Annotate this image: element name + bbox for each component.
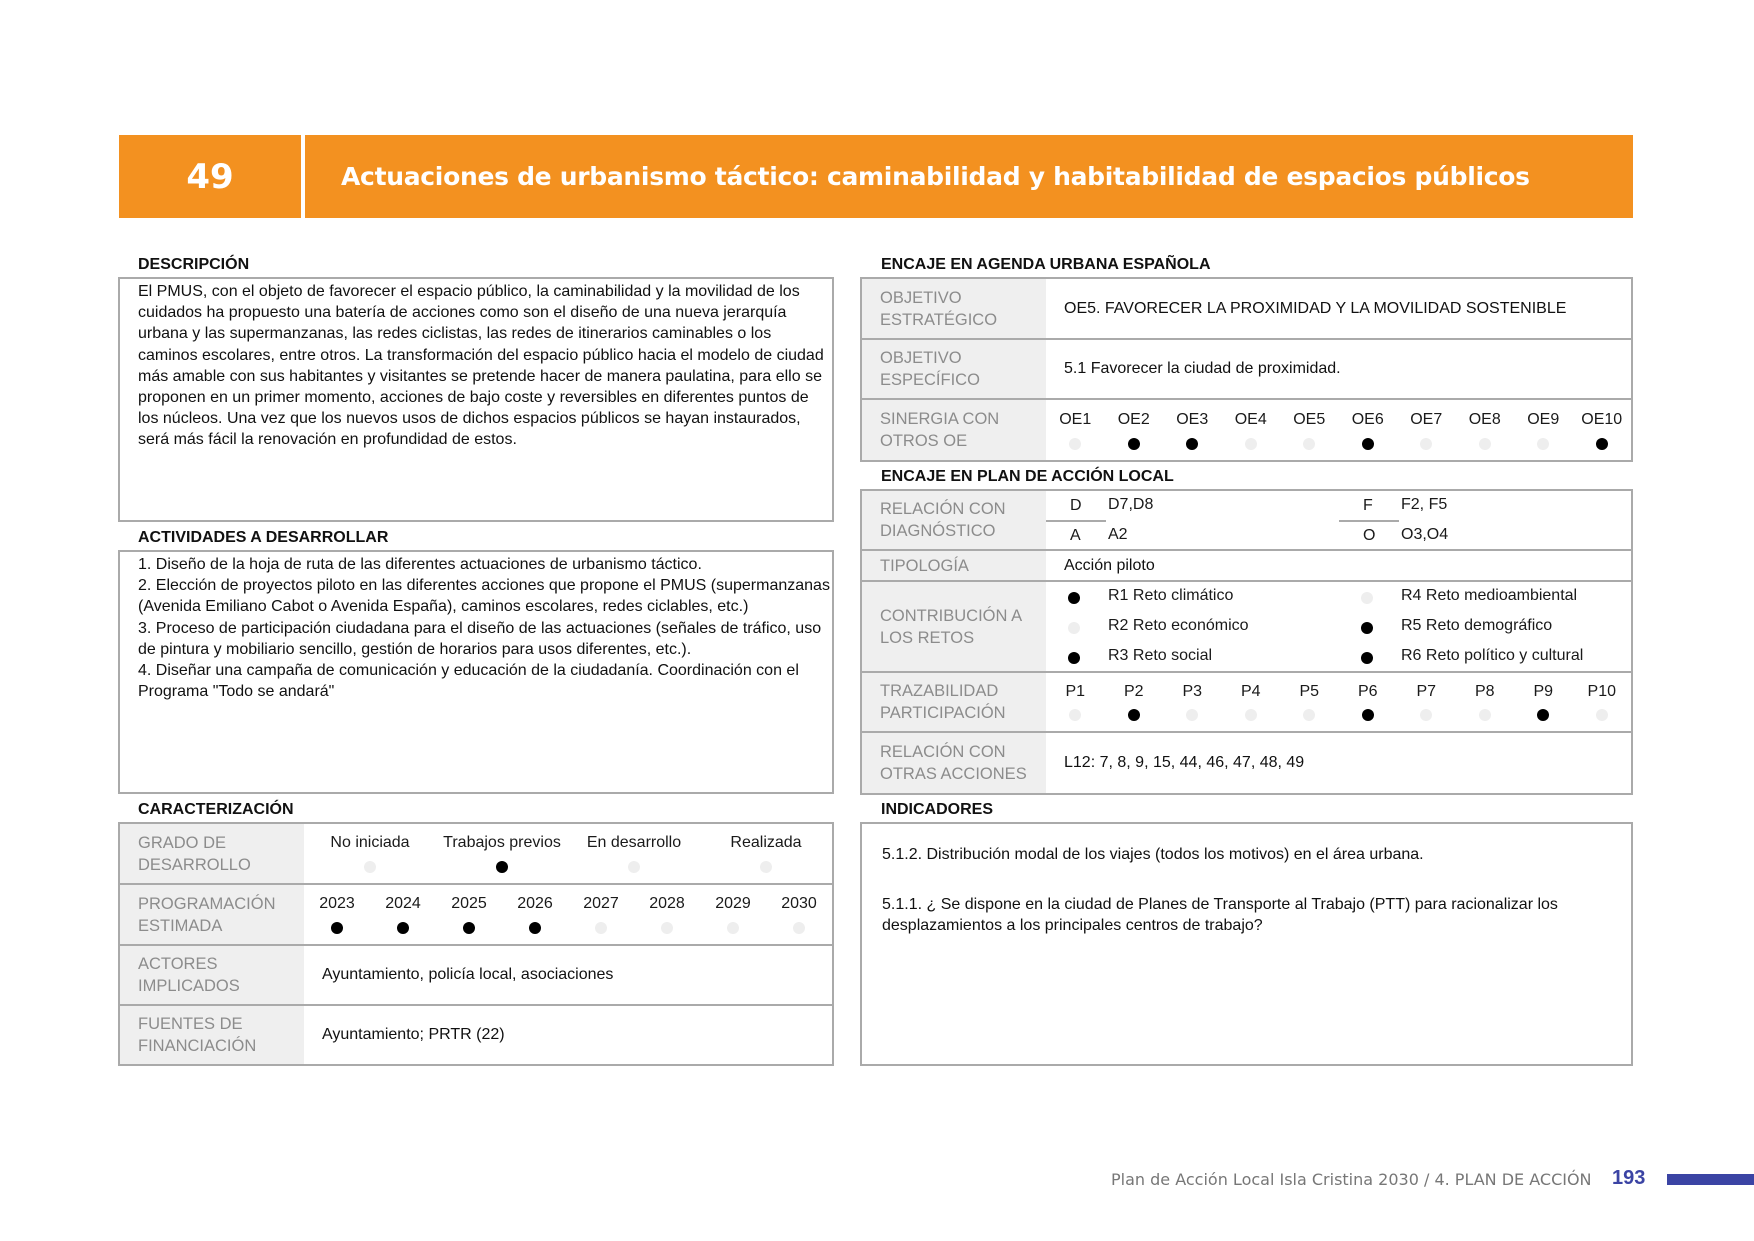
year-dot [793, 922, 805, 934]
year-dot [529, 922, 541, 934]
p-dot [1186, 709, 1198, 721]
indicador-item: 5.1.1. ¿ Se dispone en la ciudad de Planes de Transporte al Trabajo (PTT) para racionalizar los desplazamientos a los principales centros de trabajo? [882, 896, 1558, 935]
year-label: 2023 [319, 895, 355, 913]
year-label: 2027 [583, 895, 619, 913]
grado-row [120, 824, 832, 885]
p-label: P8 [1474, 683, 1495, 700]
programacion-years [304, 885, 832, 944]
actividades-box [118, 550, 834, 794]
plan-local-table [860, 489, 1633, 795]
dafo-key-d: D [1070, 497, 1082, 514]
p-dot [1069, 709, 1081, 721]
reto-label: R2 Reto económico [1108, 617, 1249, 634]
indicador-item: 5.1.2. Distribución modal de los viajes (todos los motivos) en el área urbana. [882, 846, 1424, 863]
dafo-value-o: O3,O4 [1401, 526, 1449, 543]
oe-dot [1420, 438, 1432, 450]
tipologia-value: Acción piloto [1064, 556, 1155, 574]
oe-label: OE6 [1351, 410, 1384, 428]
year-label: 2026 [517, 895, 553, 913]
p-label: P10 [1587, 683, 1616, 700]
otras-acciones-label: RELACIÓN CON OTRAS ACCIONES [862, 733, 1046, 793]
reto-dot [1068, 622, 1080, 634]
agenda-title: ENCAJE EN AGENDA URBANA ESPAÑOLA [881, 256, 1211, 273]
oe-dot [1479, 438, 1491, 450]
sinergia-label: SINERGIA CON OTROS OE [862, 400, 1046, 460]
dafo-key-f: F [1363, 497, 1373, 514]
actividad-item: 1. Diseño de la hoja de ruta de las diferentes actuaciones de urbanismo táctico. [138, 556, 702, 573]
page-number: 193 [1612, 1167, 1646, 1189]
diagnostico-row [862, 491, 1631, 551]
descripcion-title: DESCRIPCIÓN [138, 256, 250, 273]
sinergia-row [862, 400, 1631, 460]
actividad-item: 3. Proceso de participación ciudadana para el diseño de las actuaciones (señales de tráfico, uso de pintura y mobiliario sencillo, gestión de horarios para usos diferentes, etc.). [138, 619, 822, 658]
action-number: 49 [119, 135, 301, 218]
oe-dot [1362, 438, 1374, 450]
dafo-key-o: O [1363, 527, 1376, 544]
reto-dot [1361, 622, 1373, 634]
grado-label: GRADO DE DESARROLLO [120, 824, 304, 883]
descripcion-text: El PMUS, con el objeto de favorecer el espacio público, la caminabilidad y la movilidad de los cuidados ha propuesto una batería de acciones como son el diseño de una nueva jerarquía urbana y las supermanzanas, las redes ciclistas, las redes de itinerarios caminables o los caminos escolares, entre otros. La transformación del espacio público hacia el modelo de ciudad más amable con sus habitantes y visitantes se pretende hacer de manera paulatina, para ello se proponen en un primer momento, acciones de bajo coste y reversibles en diferentes puntos de los núcleos. Una vez que los nuevos usos de dichos espacios públicos se hayan instaurados, será más fácil la renovación en profundidad de estos. [138, 283, 824, 449]
reto-dot [1361, 652, 1373, 664]
grado-option-label: Trabajos previos [443, 834, 561, 852]
grado-option-label: No iniciada [330, 834, 410, 852]
actividades-title: ACTIVIDADES A DESARROLLAR [138, 529, 389, 546]
p-label: P4 [1240, 683, 1261, 700]
year-label: 2024 [385, 895, 421, 913]
reto-label: R3 Reto social [1108, 647, 1213, 664]
oe-label: OE3 [1176, 410, 1209, 428]
p-dot [1362, 709, 1374, 721]
p-dot [1596, 709, 1608, 721]
fuentes-row [120, 1006, 832, 1064]
caracterizacion-title: CARACTERIZACIÓN [138, 801, 294, 818]
dafo-value-f: F2, F5 [1401, 496, 1448, 513]
dafo-value-a: A2 [1108, 526, 1128, 543]
tipologia-label: TIPOLOGÍA [862, 551, 1046, 580]
objetivo-estrategico-value: OE5. FAVORECER LA PROXIMIDAD Y LA MOVILIDAD SOSTENIBLE [1064, 299, 1567, 317]
oe-dot [1537, 438, 1549, 450]
actores-label: ACTORES IMPLICADOS [120, 946, 304, 1004]
reto-label: R1 Reto climático [1108, 587, 1234, 604]
trazabilidad-label: TRAZABILIDAD PARTICIPACIÓN [862, 673, 1046, 731]
objetivo-especifico-label: OBJETIVO ESPECÍFICO [862, 340, 1046, 398]
status-dot [628, 861, 640, 873]
objetivo-especifico-value: 5.1 Favorecer la ciudad de proximidad. [1064, 360, 1341, 377]
dafo-divider [1339, 520, 1399, 522]
fuentes-value: Ayuntamiento; PRTR (22) [322, 1026, 505, 1043]
sinergia-items [1046, 400, 1631, 460]
objetivo-estrategico-label: OBJETIVO ESTRATÉGICO [862, 279, 1046, 338]
oe-label: OE5 [1293, 410, 1326, 428]
objetivo-especifico-row [862, 340, 1631, 400]
oe-label: OE8 [1468, 410, 1501, 428]
programacion-row [120, 885, 832, 946]
diagnostico-label: RELACIÓN CON DIAGNÓSTICO [862, 491, 1046, 549]
objetivo-estrategico-row [862, 279, 1631, 340]
oe-dot [1186, 438, 1198, 450]
grado-option-label: En desarrollo [586, 834, 682, 852]
fuentes-label: FUENTES DE FINANCIACIÓN [120, 1006, 304, 1064]
programacion-label: PROGRAMACIÓN ESTIMADA [120, 885, 304, 944]
year-dot [727, 922, 739, 934]
reto-label: R4 Reto medioambiental [1401, 587, 1578, 604]
year-label: 2028 [649, 895, 685, 913]
oe-dot [1128, 438, 1140, 450]
oe-dot [1245, 438, 1257, 450]
action-title: Actuaciones de urbanismo táctico: caminabilidad y habitabilidad de espacios públicos [305, 135, 1633, 218]
p-dot [1128, 709, 1140, 721]
year-dot [397, 922, 409, 934]
indicadores-box [860, 822, 1633, 1066]
p-label: P9 [1533, 683, 1554, 700]
otras-acciones-row [862, 733, 1631, 793]
p-dot [1479, 709, 1491, 721]
actividad-item: 2. Elección de proyectos piloto en las diferentes acciones que propone el PMUS (supermanzanas (Avenida Emiliano Cabot o Avenida España), caminos escolares, redes ciclables, etc.) [138, 577, 830, 616]
plan-local-title: ENCAJE EN PLAN DE ACCIÓN LOCAL [881, 468, 1174, 485]
year-dot [595, 922, 607, 934]
grado-option-label: Realizada [730, 834, 802, 852]
year-label: 2030 [781, 895, 817, 913]
oe-dot [1596, 438, 1608, 450]
status-dot [364, 861, 376, 873]
oe-label: OE10 [1581, 410, 1623, 428]
reto-dot [1068, 592, 1080, 604]
oe-label: OE4 [1234, 410, 1267, 428]
retos-label: CONTRIBUCIÓN A LOS RETOS [862, 582, 1046, 671]
tipologia-row [862, 551, 1631, 582]
status-dot [496, 861, 508, 873]
oe-label: OE7 [1410, 410, 1443, 428]
retos-row [862, 582, 1631, 673]
p-label: P1 [1065, 683, 1086, 700]
year-dot [331, 922, 343, 934]
reto-label: R6 Reto político y cultural [1401, 647, 1584, 664]
year-label: 2025 [451, 895, 487, 913]
p-label: P5 [1299, 683, 1320, 700]
reto-dot [1361, 592, 1373, 604]
oe-dot [1303, 438, 1315, 450]
p-label: P6 [1357, 683, 1378, 700]
oe-label: OE9 [1527, 410, 1560, 428]
actores-value: Ayuntamiento, policía local, asociaciones [322, 966, 614, 983]
year-label: 2029 [715, 895, 751, 913]
dafo-value-d: D7,D8 [1108, 496, 1154, 513]
status-dot [760, 861, 772, 873]
retos-values [1046, 582, 1631, 671]
p-dot [1420, 709, 1432, 721]
reto-label: R5 Reto demográfico [1401, 617, 1553, 634]
p-dot [1303, 709, 1315, 721]
descripcion-box [118, 277, 834, 522]
actores-row [120, 946, 832, 1006]
oe-dot [1069, 438, 1081, 450]
actividad-item: 4. Diseñar una campaña de comunicación y educación de la ciudadanía. Coordinación con el Programa "Todo se andará" [138, 662, 799, 701]
diagnostico-values [1046, 491, 1631, 549]
indicadores-title: INDICADORES [881, 801, 994, 818]
p-label: P2 [1123, 683, 1144, 700]
year-dot [661, 922, 673, 934]
p-label: P7 [1416, 683, 1437, 700]
oe-label: OE2 [1117, 410, 1150, 428]
footer-bar [1667, 1174, 1754, 1185]
trazabilidad-items [1046, 673, 1631, 731]
p-dot [1245, 709, 1257, 721]
oe-label: OE1 [1059, 410, 1092, 428]
agenda-table [860, 277, 1633, 462]
grado-options [304, 824, 832, 883]
dafo-divider [1046, 520, 1106, 522]
otras-acciones-value: L12: 7, 8, 9, 15, 44, 46, 47, 48, 49 [1064, 754, 1305, 771]
year-dot [463, 922, 475, 934]
p-label: P3 [1182, 683, 1203, 700]
trazabilidad-row [862, 673, 1631, 733]
p-dot [1537, 709, 1549, 721]
reto-dot [1068, 652, 1080, 664]
footer-breadcrumb: Plan de Acción Local Isla Cristina 2030 / 4. PLAN DE ACCIÓN [1111, 1170, 1592, 1189]
dafo-key-a: A [1070, 527, 1081, 544]
caracterizacion-table [118, 822, 834, 1066]
